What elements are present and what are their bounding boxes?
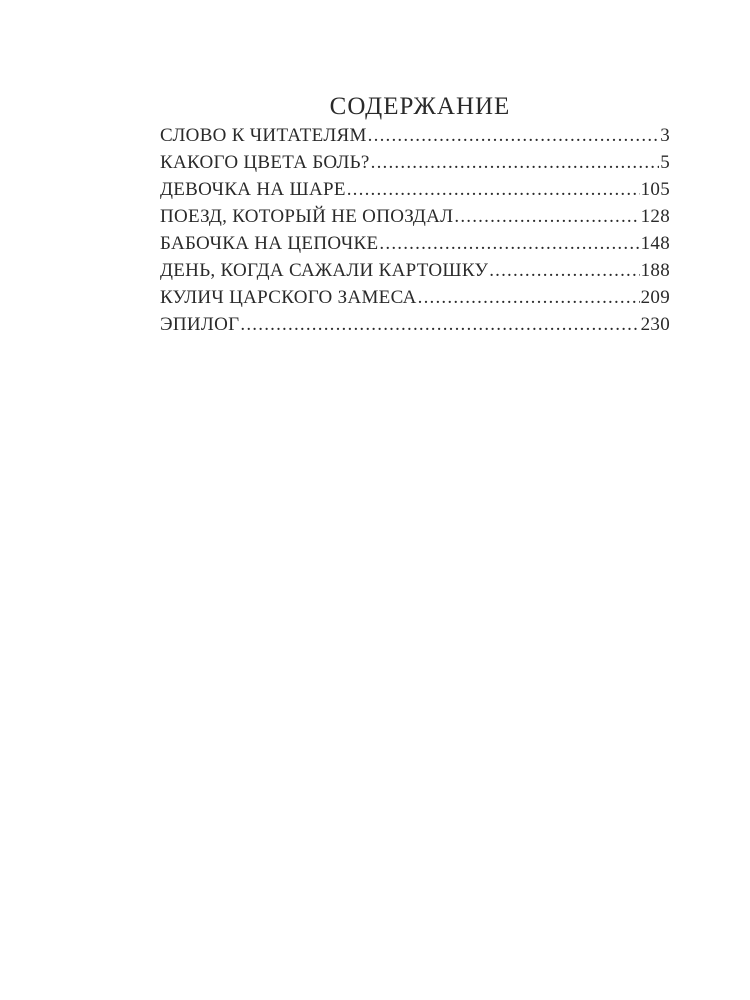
toc-entry[interactable] xyxy=(160,311,670,338)
toc-heading: СОДЕРЖАНИЕ xyxy=(329,93,511,120)
toc-entry[interactable] xyxy=(160,257,670,284)
dot-leader xyxy=(371,149,660,176)
toc-list xyxy=(160,122,670,338)
toc-page-number: 3 xyxy=(660,125,670,146)
toc-entry-title: ДЕВОЧКА НА ШАРЕ xyxy=(160,179,346,200)
toc-entry[interactable] xyxy=(160,203,670,230)
dot-leader xyxy=(454,203,639,230)
dot-leader xyxy=(240,311,639,338)
toc-page-number: 188 xyxy=(640,260,670,281)
toc-entry[interactable] xyxy=(160,284,670,311)
table-of-contents xyxy=(160,92,670,338)
toc-page-number: 105 xyxy=(640,179,670,200)
toc-entry[interactable] xyxy=(160,122,670,149)
toc-entry[interactable] xyxy=(160,176,670,203)
toc-page-number: 148 xyxy=(640,233,670,254)
toc-entry-title: КУЛИЧ ЦАРСКОГО ЗАМЕСА xyxy=(160,287,417,308)
toc-entry-title: ЭПИЛОГ xyxy=(160,314,240,335)
toc-page-number: 209 xyxy=(640,287,670,308)
dot-leader xyxy=(418,284,640,311)
toc-entry[interactable] xyxy=(160,230,670,257)
toc-page-number: 5 xyxy=(660,152,670,173)
toc-entry-title: ПОЕЗД, КОТОРЫЙ НЕ ОПОЗДАЛ xyxy=(160,206,454,227)
toc-page-number: 230 xyxy=(640,314,670,335)
toc-page-number: 128 xyxy=(640,206,670,227)
toc-entry-title: ДЕНЬ, КОГДА САЖАЛИ КАРТОШКУ xyxy=(160,260,489,281)
toc-entry-title: БАБОЧКА НА ЦЕПОЧКЕ xyxy=(160,233,379,254)
toc-entry[interactable] xyxy=(160,149,670,176)
dot-leader xyxy=(379,230,639,257)
toc-entry-title: КАКОГО ЦВЕТА БОЛЬ? xyxy=(160,152,370,173)
toc-entry-title: СЛОВО К ЧИТАТЕЛЯМ xyxy=(160,125,367,146)
dot-leader xyxy=(368,122,660,149)
dot-leader xyxy=(347,176,640,203)
dot-leader xyxy=(489,257,639,284)
